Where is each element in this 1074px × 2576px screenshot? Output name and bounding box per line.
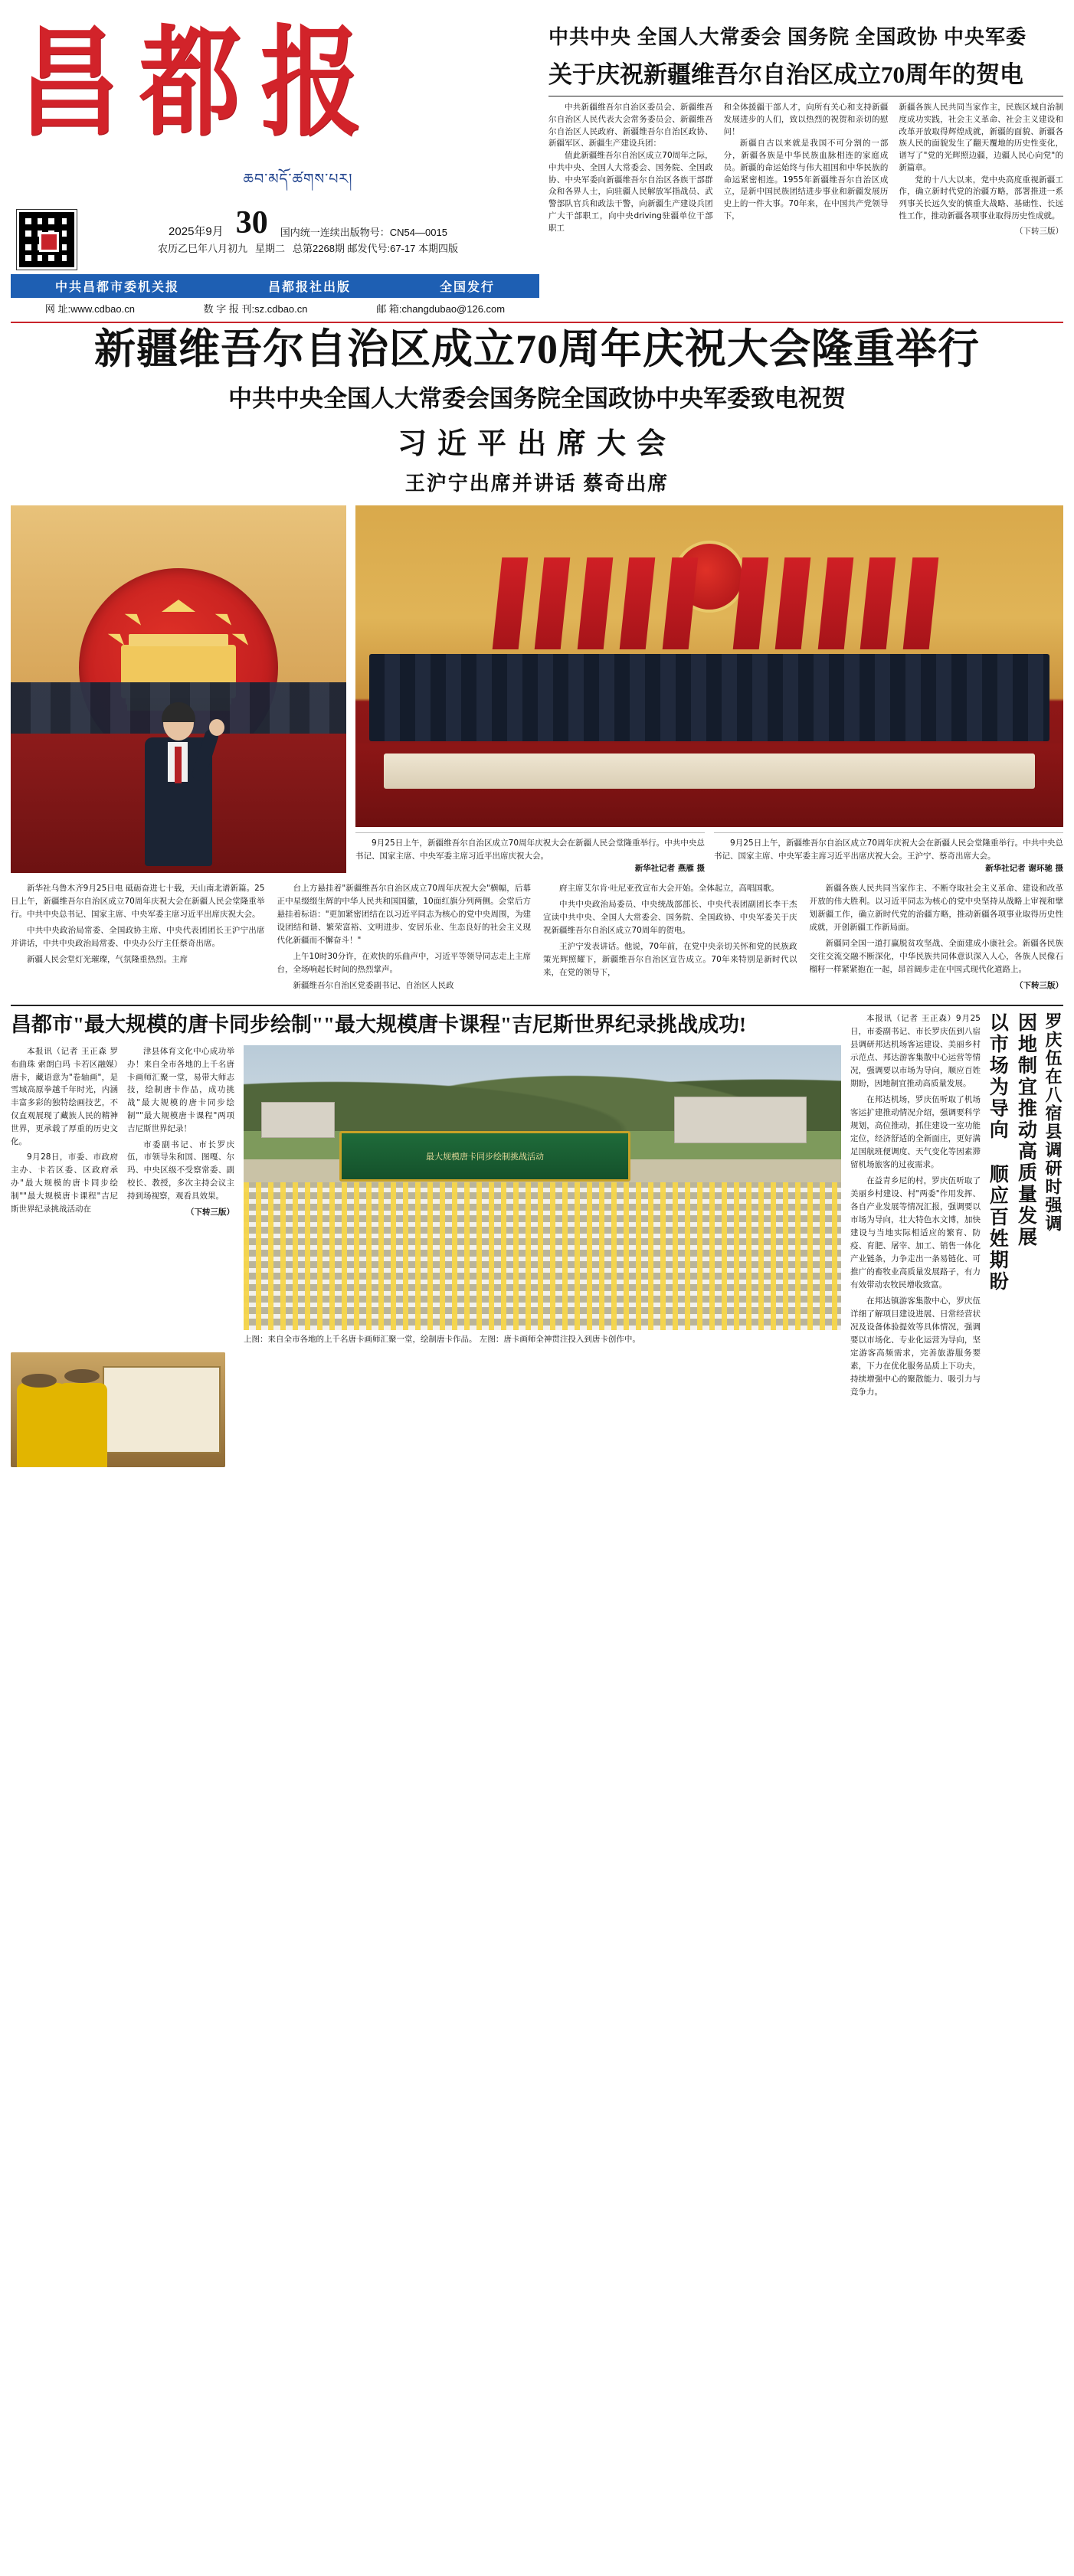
- decree-p-3-1: 党的十八大以来，党中央高度重视新疆工作，确立新时代党的治疆方略，部署推进一系列事关长远久安的慎重大战略、基础性、长远性工作，推动新疆各项事业取得历史性成就。: [899, 175, 1064, 221]
- article-column-3: [543, 882, 797, 995]
- caption-right-credit: 新华社记者 谢环驰 摄: [985, 864, 1063, 873]
- thangka-p-1-1: 9月28日，市委、市政府主办、卡若区委、区政府承办"最大规模的唐卡同步绘制""最大规模唐卡课程"吉尼斯世界纪录挑战活动在: [11, 1152, 118, 1214]
- thangka-article: [11, 1012, 841, 2576]
- date-block: [77, 207, 539, 255]
- decree-block: [548, 8, 1063, 237]
- photo-thangka-event: [244, 1045, 841, 1330]
- article-body: [11, 882, 1063, 995]
- star-icon: [162, 600, 195, 612]
- bluebar-item-1: 昌都报社出版: [267, 281, 351, 294]
- date-gregorian: 2025年9月: [169, 224, 224, 238]
- subheadline-2: 习近平出席大会: [397, 428, 676, 461]
- article-p-3-1: 中共中央政治局委员、中央统战部部长、中央代表团副团长李干杰宣读中共中央、全国人大常委会、国务院、全国政协、中央军委关于庆祝新疆维吾尔自治区成立70周年的贺电。: [543, 900, 797, 936]
- newspaper-logo: [11, 8, 539, 161]
- decree-p-1-1: 值此新疆维吾尔自治区成立70周年之际，中共中央、全国人大常委会、国务院、全国政协、中央军委向新疆维吾尔自治区各族干部群众和各界人士，向驻疆人民解放军指战员、武警部队官兵和政法干警，向新疆生产建设兵团广大干部职工，向中央driving驻疆单位干部职工: [548, 151, 713, 233]
- mayor-p-1: 在邦达机场，罗庆伍听取了机场客运扩建推动情况介绍，强调要科学规划，高位推动，抓住建设一室功能定位，经济舒适的全新面庄，更好满足国航班便调度、天气变化等因素滞留机场旅客的过夜需求。: [850, 1095, 981, 1170]
- lunar-date: 农历乙巳年八月初九: [157, 242, 247, 254]
- bluebar-item-2: 全国发行: [439, 281, 495, 294]
- masthead-contact: [11, 298, 539, 317]
- contact-email[interactable]: 邮 箱:changdubao@126.com: [376, 303, 506, 315]
- photo-painter-hat: [21, 1374, 57, 1388]
- mayor-headline-sub: 因地制宜推动高质量发展: [1015, 1012, 1036, 1249]
- mayor-article: [850, 1012, 1063, 2576]
- publication-number: 国内统一连续出版物号：CN54—0015: [280, 226, 447, 238]
- tibetan-title: ཆབ་མདོ་ཚགས་པར།: [243, 171, 353, 188]
- photo-crowd: [244, 1182, 841, 1330]
- photo-main-figure: [139, 705, 218, 866]
- article-column-1: [11, 882, 265, 995]
- subheadline-3: 王沪宁出席并讲话 蔡奇出席: [404, 472, 670, 495]
- bluebar-item-0: 中共昌都市委机关报: [54, 281, 179, 294]
- mayor-p-2: 在益青乡尼的村，罗庆伍听取了美丽乡村建设、村"两委"作用发挥、各自产业发展等情况汇报，强调要以市场为导向，壮大特色水文博，加快建设与当地实际相适应的繁育、防疫、育肥、屠宰、加工、销售一体化产业链条，力争走出一条易链化、可推广的畜牧业高质量发展路子，有力有效带动农牧民增收致富。: [850, 1176, 981, 1290]
- article-column-2: [277, 882, 532, 995]
- subheadline-1: 中共中央全国人大常委会国务院全国政协中央军委致电祝贺: [228, 385, 846, 413]
- thangka-p-1-0: 本报讯（记者 王正森 罗布曲珠 索朗白玛 卡若区融媒）唐卡，藏语意为"卷轴画"，是雪域高原拳越千年时光，内涵丰富多彩的独特绘画技艺，不仅直观展现了藏族人民的精神世界，更承载了厚重的历史文化。: [11, 1047, 118, 1146]
- contact-website[interactable]: 网 址:www.cdbao.cn: [44, 303, 135, 315]
- decree-continuation: （下转三版）: [1015, 226, 1064, 236]
- caption-left-credit: 新华社记者 燕雁 摄: [634, 864, 705, 873]
- caption-row: [355, 832, 1063, 874]
- star-icon: [108, 629, 128, 646]
- photo-thangka-painters: [11, 1352, 225, 1467]
- photo-podium-front: [384, 754, 1035, 789]
- masthead: [11, 8, 1063, 317]
- weekday: 星期二: [254, 242, 285, 254]
- thangka-p-2-1: 市委副书记、市长罗庆伍，市领导朱和国、图嘎、尔玛、中央区级不受察常委、副校长、教授，多次主持会议主持到场视察，观看具效果。: [127, 1139, 234, 1201]
- masthead-red-rule: [11, 322, 1063, 323]
- decree-column-3: [899, 102, 1063, 237]
- thangka-photo-caption: 上图：来自全市各地的上千名唐卡画师汇聚一堂，绘制唐卡作品。 左图：唐卡画师全神贯注投入到唐卡创作中。: [244, 1335, 640, 1345]
- article-continuation: （下转三版）: [1015, 981, 1063, 991]
- caption-right-text: 9月25日上午，新疆维吾尔自治区成立70周年庆祝大会在新疆人民会堂隆重举行。中共中央总书记、国家主席、中央军委主席习近平出席庆祝大会。王沪宁、蔡奇出席大会。: [714, 839, 1063, 861]
- photo-painter-hat: [64, 1369, 100, 1383]
- thangka-column-1: [11, 1045, 118, 1346]
- star-icon: [215, 609, 235, 626]
- decree-column-1: [548, 102, 713, 237]
- article-p-2-2: 新疆维吾尔自治区党委副书记、自治区人民政: [293, 981, 454, 991]
- mayor-headline-kicker: 罗庆伍在八宿县调研时强调: [1043, 1012, 1063, 1234]
- date-day: 30: [235, 205, 268, 240]
- photo-right-wrapper: [355, 505, 1063, 874]
- masthead-info: [11, 207, 539, 270]
- event-banner: 最大规模唐卡同步绘制挑战活动: [339, 1131, 630, 1182]
- thangka-inner: [11, 1045, 841, 1346]
- decree-p-3-0: 新疆各族人民共同当家作主，民族区域自治制度成功实践，社会主义革命、社会主义建设和改革开放取得辉煌成就，新疆的面貌、新疆各族人民的面貌发生了翻天覆地的历史性变化，谱写了"党的光辉照边疆，边疆人民心向党"的新篇章。: [899, 103, 1064, 172]
- photo-left-wrapper: [11, 505, 346, 874]
- photo-leader-waving: [11, 505, 346, 873]
- article-p-1-0: 新华社乌鲁木齐9月25日电 砥砺奋进七十载，天山南北谱新篇。25日上午，新疆维吾尔自治区成立70周年庆祝大会在新疆人民会堂隆重举行。中共中央总书记、国家主席、中央军委主席习近平出席庆祝大会。: [11, 884, 265, 920]
- decree-column-2: [724, 102, 889, 237]
- decree-p-2-0: 和全体援疆干部人才，向所有关心和支持新疆发展进步的人们，致以热烈的祝贺和亲切的慰问！: [723, 103, 889, 136]
- photo-officials-row: [369, 692, 1049, 741]
- article-p-2-0: 台上方悬挂着"新疆维吾尔自治区成立70周年庆祝大会"横幅，后幕正中星缀缀生辉的中华人民共和国国徽，10面红旗分列两侧。会堂后方悬挂着标语："更加紧密团结在以习近平同志为核心的党中央周围，为建设团结和谐、繁荣富裕、文明进步、安居乐业、生态良好的社会主义现代化新疆而不懈奋斗！": [277, 884, 531, 946]
- article-p-1-1: 中共中央政治局常委、全国政协主席、中央代表团团长王沪宁出席并讲话，中共中央政治局常委、中央办公厅主任蔡奇出席。: [11, 926, 265, 949]
- contact-digital-edition[interactable]: 数 字 报 刊:sz.cdbao.cn: [203, 303, 308, 315]
- article-p-4-1: 新疆同全国一道打赢脱贫攻坚战、全面建成小康社会。新疆各民族交往交流交融不断深化，中华民族共同体意识深入人心，各族人民像石榴籽一样紧紧抱在一起，昂首阔步走在中国式现代化道路上。: [809, 939, 1063, 975]
- caption-left-text: 9月25日上午，新疆维吾尔自治区成立70周年庆祝大会在新疆人民会堂隆重举行。中共中央总书记、国家主席、中央军委主席习近平出席庆祝大会。: [355, 839, 705, 861]
- decree-p-2-1: 新疆自古以来就是我国不可分割的一部分，新疆各族是中华民族血脉相连的家庭成员。新疆的命运始终与伟大祖国和中华民族的命运紧密相连。1955年新疆维吾尔自治区成立，是新中国民族团结进步事业和新疆发展历史上的一件大事。70年来，在中国共产党领导下，: [723, 139, 889, 221]
- thangka-photos: [244, 1045, 841, 1346]
- qr-code-icon[interactable]: [17, 210, 77, 270]
- star-icon: [125, 609, 145, 626]
- mayor-headline-main: 以市场为导向 顺应百姓期盼: [987, 1012, 1008, 1293]
- main-headline: 新疆维吾尔自治区成立70周年庆祝大会隆重举行: [94, 326, 980, 372]
- star-icon: [232, 629, 252, 646]
- mayor-article-body: [850, 1012, 981, 2576]
- photo-thangka-canvas: [103, 1366, 221, 1453]
- article-p-3-2: 王沪宁发表讲话。他说，70年前，在党中央亲切关怀和党的民族政策光辉照耀下，新疆维吾尔自治区宣告成立。70年来特别是新时代以来，在党的领导下，: [543, 942, 797, 978]
- photo-row: [11, 505, 1063, 874]
- decree-issuers: 中共中央 全国人大常委会 国务院 全国政协 中央军委: [548, 26, 1027, 48]
- decree-columns: [548, 102, 1063, 237]
- photo-building: [261, 1102, 335, 1138]
- article-column-4: [810, 882, 1064, 995]
- masthead-bluebar: [11, 274, 539, 298]
- photo-building: [674, 1097, 807, 1144]
- newspaper-title: 昌都报: [18, 17, 381, 151]
- thangka-continuation: （下转三版）: [186, 1207, 234, 1217]
- issue-number: 总第2268期 邮发代号:67-17 本期四版: [293, 242, 459, 254]
- thangka-headline: 昌都市"最大规模的唐卡同步绘制""最大规模唐卡课程"吉尼斯世界纪录挑战成功!: [11, 1013, 746, 1037]
- decree-title: 关于庆祝新疆维吾尔自治区成立70周年的贺电: [548, 61, 1023, 88]
- caption-left: [355, 832, 705, 874]
- photo-assembly-hall: [355, 505, 1063, 827]
- masthead-left: [11, 8, 539, 317]
- article-p-4-0: 新疆各族人民共同当家作主、不断夺取社会主义革命、建设和改革开放的伟大胜利。以习近平同志为核心的党中央坚持从战略上审视和擘划新疆工作，确立新时代党的治疆方略，推动新疆各项事业取得历史性成就，开创新疆工作新局面。: [809, 884, 1063, 933]
- thangka-column-2: [127, 1045, 234, 1346]
- mayor-p-3: 在邦达镇游客集散中心，罗庆伍详细了解项目建设进展、日常经营状况及设备体验提效等具体情况，强调要以市场化、专业化运营为导向，坚定游客高频需求，完善旅游服务要素，下力在优化服务品质上下功夫，持续增强中心的聚散能力、吸引力与竞争力。: [850, 1296, 981, 1398]
- mayor-p-0: 本报讯（记者 王正森）9月25日，市委副书记、市长罗庆伍到八宿县调研邦达机场客运建设、美丽乡村示范点、邦达游客集散中心运营等情况，强调要以市场为导向，顺应百姓期盼，因地制宜推动高质量发展。: [850, 1014, 981, 1089]
- photo-painter: [58, 1383, 107, 1467]
- decree-p-1-0: 中共新疆维吾尔自治区委员会、新疆维吾尔自治区人民代表大会常务委员会、新疆维吾尔自治区人民政府、新疆维吾尔自治区政协、新疆军区、新疆生产建设兵团：: [548, 103, 713, 149]
- bottom-section: [11, 1005, 1063, 2576]
- article-p-3-0: 府主席艾尔肯·吐尼亚孜宣布大会开始。全体起立，高唱国歌。: [559, 884, 779, 894]
- article-p-1-2: 新疆人民会堂灯光璀璨，气氛隆重热烈。主席: [27, 955, 188, 965]
- thangka-p-2-0: 津县体育文化中心成功举办！来自全市各地的上千名唐卡画师汇聚一堂，易带大师志技，绘制唐卡作品，成功挑战"最大规模的唐卡同步绘制""最大规模唐卡课程"两项吉尼斯世界纪录！: [127, 1047, 234, 1133]
- article-p-2-1: 上午10时30分许，在欢快的乐曲声中，习近平等领导同志走上主席台，全场响起长时间的热烈掌声。: [277, 952, 531, 975]
- caption-right: [714, 832, 1063, 874]
